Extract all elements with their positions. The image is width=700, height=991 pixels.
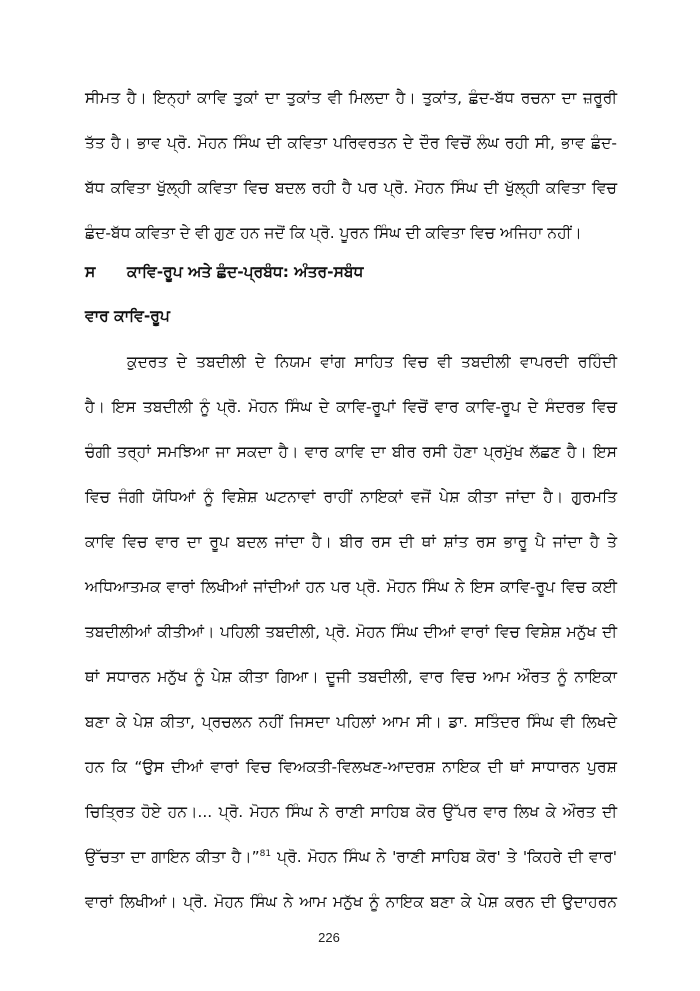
- footnote-ref[interactable]: 81: [259, 848, 272, 859]
- body-line-11: ਚਿਤ੍ਰਿਤ ਹੋਏ ਹਨ।... ਪ੍ਰੋ. ਮੋਹਨ ਸਿੰਘ ਨੇ ਰਾਣੀ ਸਾਹਿਬ ਕੋਰ ਉੱਪਰ ਵਾਰ ਲਿਖ ਕੇ ਔਰਤ ਦੀ: [85, 803, 617, 821]
- section-heading: [85, 262, 363, 282]
- body-line-3: ਚੰਗੀ ਤਰ੍ਹਾਂ ਸਮਝਿਆ ਜਾ ਸਕਦਾ ਹੈ। ਵਾਰ ਕਾਵਿ ਦਾ ਬੀਰ ਰਸੀ ਹੋਣਾ ਪ੍ਰਮੁੱਖ ਲੱਛਣ ਹੈ। ਇਸ: [85, 443, 617, 461]
- citation-text-after: ਪ੍ਰੋ. ਮੋਹਨ ਸਿੰਘ ਨੇ 'ਰਾਣੀ ਸਾਹਿਬ ਕੋਰ' ਤੇ 'ਕਿਹਰੇ ਦੀ ਵਾਰ': [271, 848, 617, 866]
- body-line-10: ਹਨ ਕਿ “ਉਸ ਦੀਆਂ ਵਾਰਾਂ ਵਿਚ ਵਿਅਕਤੀ-ਵਿਲਖਣ-ਆਦਰਸ਼ ਨਾਇਕ ਦੀ ਥਾਂ ਸਾਧਾਰਨ ਪੁਰਸ਼: [85, 758, 617, 776]
- body-line-7: ਤਬਦੀਲੀਆਂ ਕੀਤੀਆਂ। ਪਹਿਲੀ ਤਬਦੀਲੀ, ਪ੍ਰੋ. ਮੋਹਨ ਸਿੰਘ ਦੀਆਂ ਵਾਰਾਂ ਵਿਚ ਵਿਸ਼ੇਸ਼ ਮਨੁੱਖ ਦੀ: [85, 623, 617, 641]
- page-number: 226: [318, 930, 340, 945]
- body-line-9: ਬਣਾ ਕੇ ਪੇਸ਼ ਕੀਤਾ, ਪ੍ਰਚਲਨ ਨਹੀਂ ਜਿਸਦਾ ਪਹਿਲਾਂ ਆਮ ਸੀ। ਡਾ. ਸਤਿੰਦਰ ਸਿੰਘ ਵੀ ਲਿਖਦੇ: [85, 713, 617, 731]
- body-line-1: ਕੁਦਰਤ ਦੇ ਤਬਦੀਲੀ ਦੇ ਨਿਯਮ ਵਾਂਗ ਸਾਹਿਤ ਵਿਚ ਵੀ ਤਬਦੀਲੀ ਵਾਪਰਦੀ ਰਹਿੰਦੀ: [127, 353, 617, 371]
- section-title: ਕਾਵਿ-ਰੂਪ ਅਤੇ ਛੰਦ-ਪ੍ਰਬੰਧ: ਅੰਤਰ-ਸਬੰਧ: [127, 263, 364, 281]
- subheading: ਵਾਰ ਕਾਵਿ-ਰੂਪ: [85, 307, 170, 325]
- citation-text-before: ਉੱਚਤਾ ਦਾ ਗਾਇਨ ਕੀਤਾ ਹੈ।”: [85, 848, 260, 866]
- intro-line-4: ਛੰਦ-ਬੱਧ ਕਵਿਤਾ ਦੇ ਵੀ ਗੁਣ ਹਨ ਜਦੋਂ ਕਿ ਪ੍ਰੋ. ਪੂਰਨ ਸਿੰਘ ਦੀ ਕਵਿਤਾ ਵਿਚ ਅਜਿਹਾ ਨਹੀਂ।: [85, 224, 582, 242]
- intro-line-2: ਤੱਤ ਹੈ। ਭਾਵ ਪ੍ਰੋ. ਮੋਹਨ ਸਿੰਘ ਦੀ ਕਵਿਤਾ ਪਰਿਵਰਤਨ ਦੇ ਦੌਰ ਵਿਚੋਂ ਲੰਘ ਰਹੀ ਸੀ, ਭਾਵ ਛੰਦ-: [85, 134, 617, 152]
- body-line-4: ਵਿਚ ਜੰਗੀ ਯੋਧਿਆਂ ਨੂੰ ਵਿਸ਼ੇਸ਼ ਘਟਨਾਵਾਂ ਰਾਹੀਂ ਨਾਇਕਾਂ ਵਜੋਂ ਪੇਸ਼ ਕੀਤਾ ਜਾਂਦਾ ਹੈ। ਗੁਰਮਤਿ: [85, 488, 617, 506]
- body-line-8: ਥਾਂ ਸਧਾਰਨ ਮਨੁੱਖ ਨੂੰ ਪੇਸ਼ ਕੀਤਾ ਗਿਆ। ਦੂਜੀ ਤਬਦੀਲੀ, ਵਾਰ ਵਿਚ ਆਮ ਔਰਤ ਨੂੰ ਨਾਇਕਾ: [85, 668, 617, 686]
- intro-line-3: ਬੱਧ ਕਵਿਤਾ ਖੁੱਲ੍ਹੀ ਕਵਿਤਾ ਵਿਚ ਬਦਲ ਰਹੀ ਹੈ ਪਰ ਪ੍ਰੋ. ਮੋਹਨ ਸਿੰਘ ਦੀ ਖੁੱਲ੍ਹੀ ਕਵਿਤਾ ਵਿਚ: [85, 179, 617, 197]
- citation-line: [85, 847, 617, 867]
- body-line-6: ਅਧਿਆਤਮਕ ਵਾਰਾਂ ਲਿਖੀਆਂ ਜਾਂਦੀਆਂ ਹਨ ਪਰ ਪ੍ਰੋ. ਮੋਹਨ ਸਿੰਘ ਨੇ ਇਸ ਕਾਵਿ-ਰੂਪ ਵਿਚ ਕਈ: [85, 578, 617, 596]
- section-marker: ਸ: [85, 263, 96, 281]
- body-line-final: ਵਾਰਾਂ ਲਿਖੀਆਂ। ਪ੍ਰੋ. ਮੋਹਨ ਸਿੰਘ ਨੇ ਆਮ ਮਨੁੱਖ ਨੂੰ ਨਾਇਕ ਬਣਾ ਕੇ ਪੇਸ਼ ਕਰਨ ਦੀ ਉਦਾਹਰਨ: [85, 893, 617, 911]
- intro-line-1: ਸੀਮਤ ਹੈ। ਇਨ੍ਹਾਂ ਕਾਵਿ ਤੁਕਾਂ ਦਾ ਤੁਕਾਂਤ ਵੀ ਮਿਲਦਾ ਹੈ। ਤੁਕਾਂਤ, ਛੰਦ-ਬੱਧ ਰਚਨਾ ਦਾ ਜ਼ਰੂਰੀ: [85, 89, 617, 107]
- body-line-2: ਹੈ। ਇਸ ਤਬਦੀਲੀ ਨੂੰ ਪ੍ਰੋ. ਮੋਹਨ ਸਿੰਘ ਦੇ ਕਾਵਿ-ਰੂਪਾਂ ਵਿਚੋਂ ਵਾਰ ਕਾਵਿ-ਰੂਪ ਦੇ ਸੰਦਰਭ ਵਿਚ: [85, 398, 617, 416]
- body-line-5: ਕਾਵਿ ਵਿਚ ਵਾਰ ਦਾ ਰੂਪ ਬਦਲ ਜਾਂਦਾ ਹੈ। ਬੀਰ ਰਸ ਦੀ ਥਾਂ ਸ਼ਾਂਤ ਰਸ ਭਾਰੂ ਪੈ ਜਾਂਦਾ ਹੈ ਤੇ: [85, 533, 617, 551]
